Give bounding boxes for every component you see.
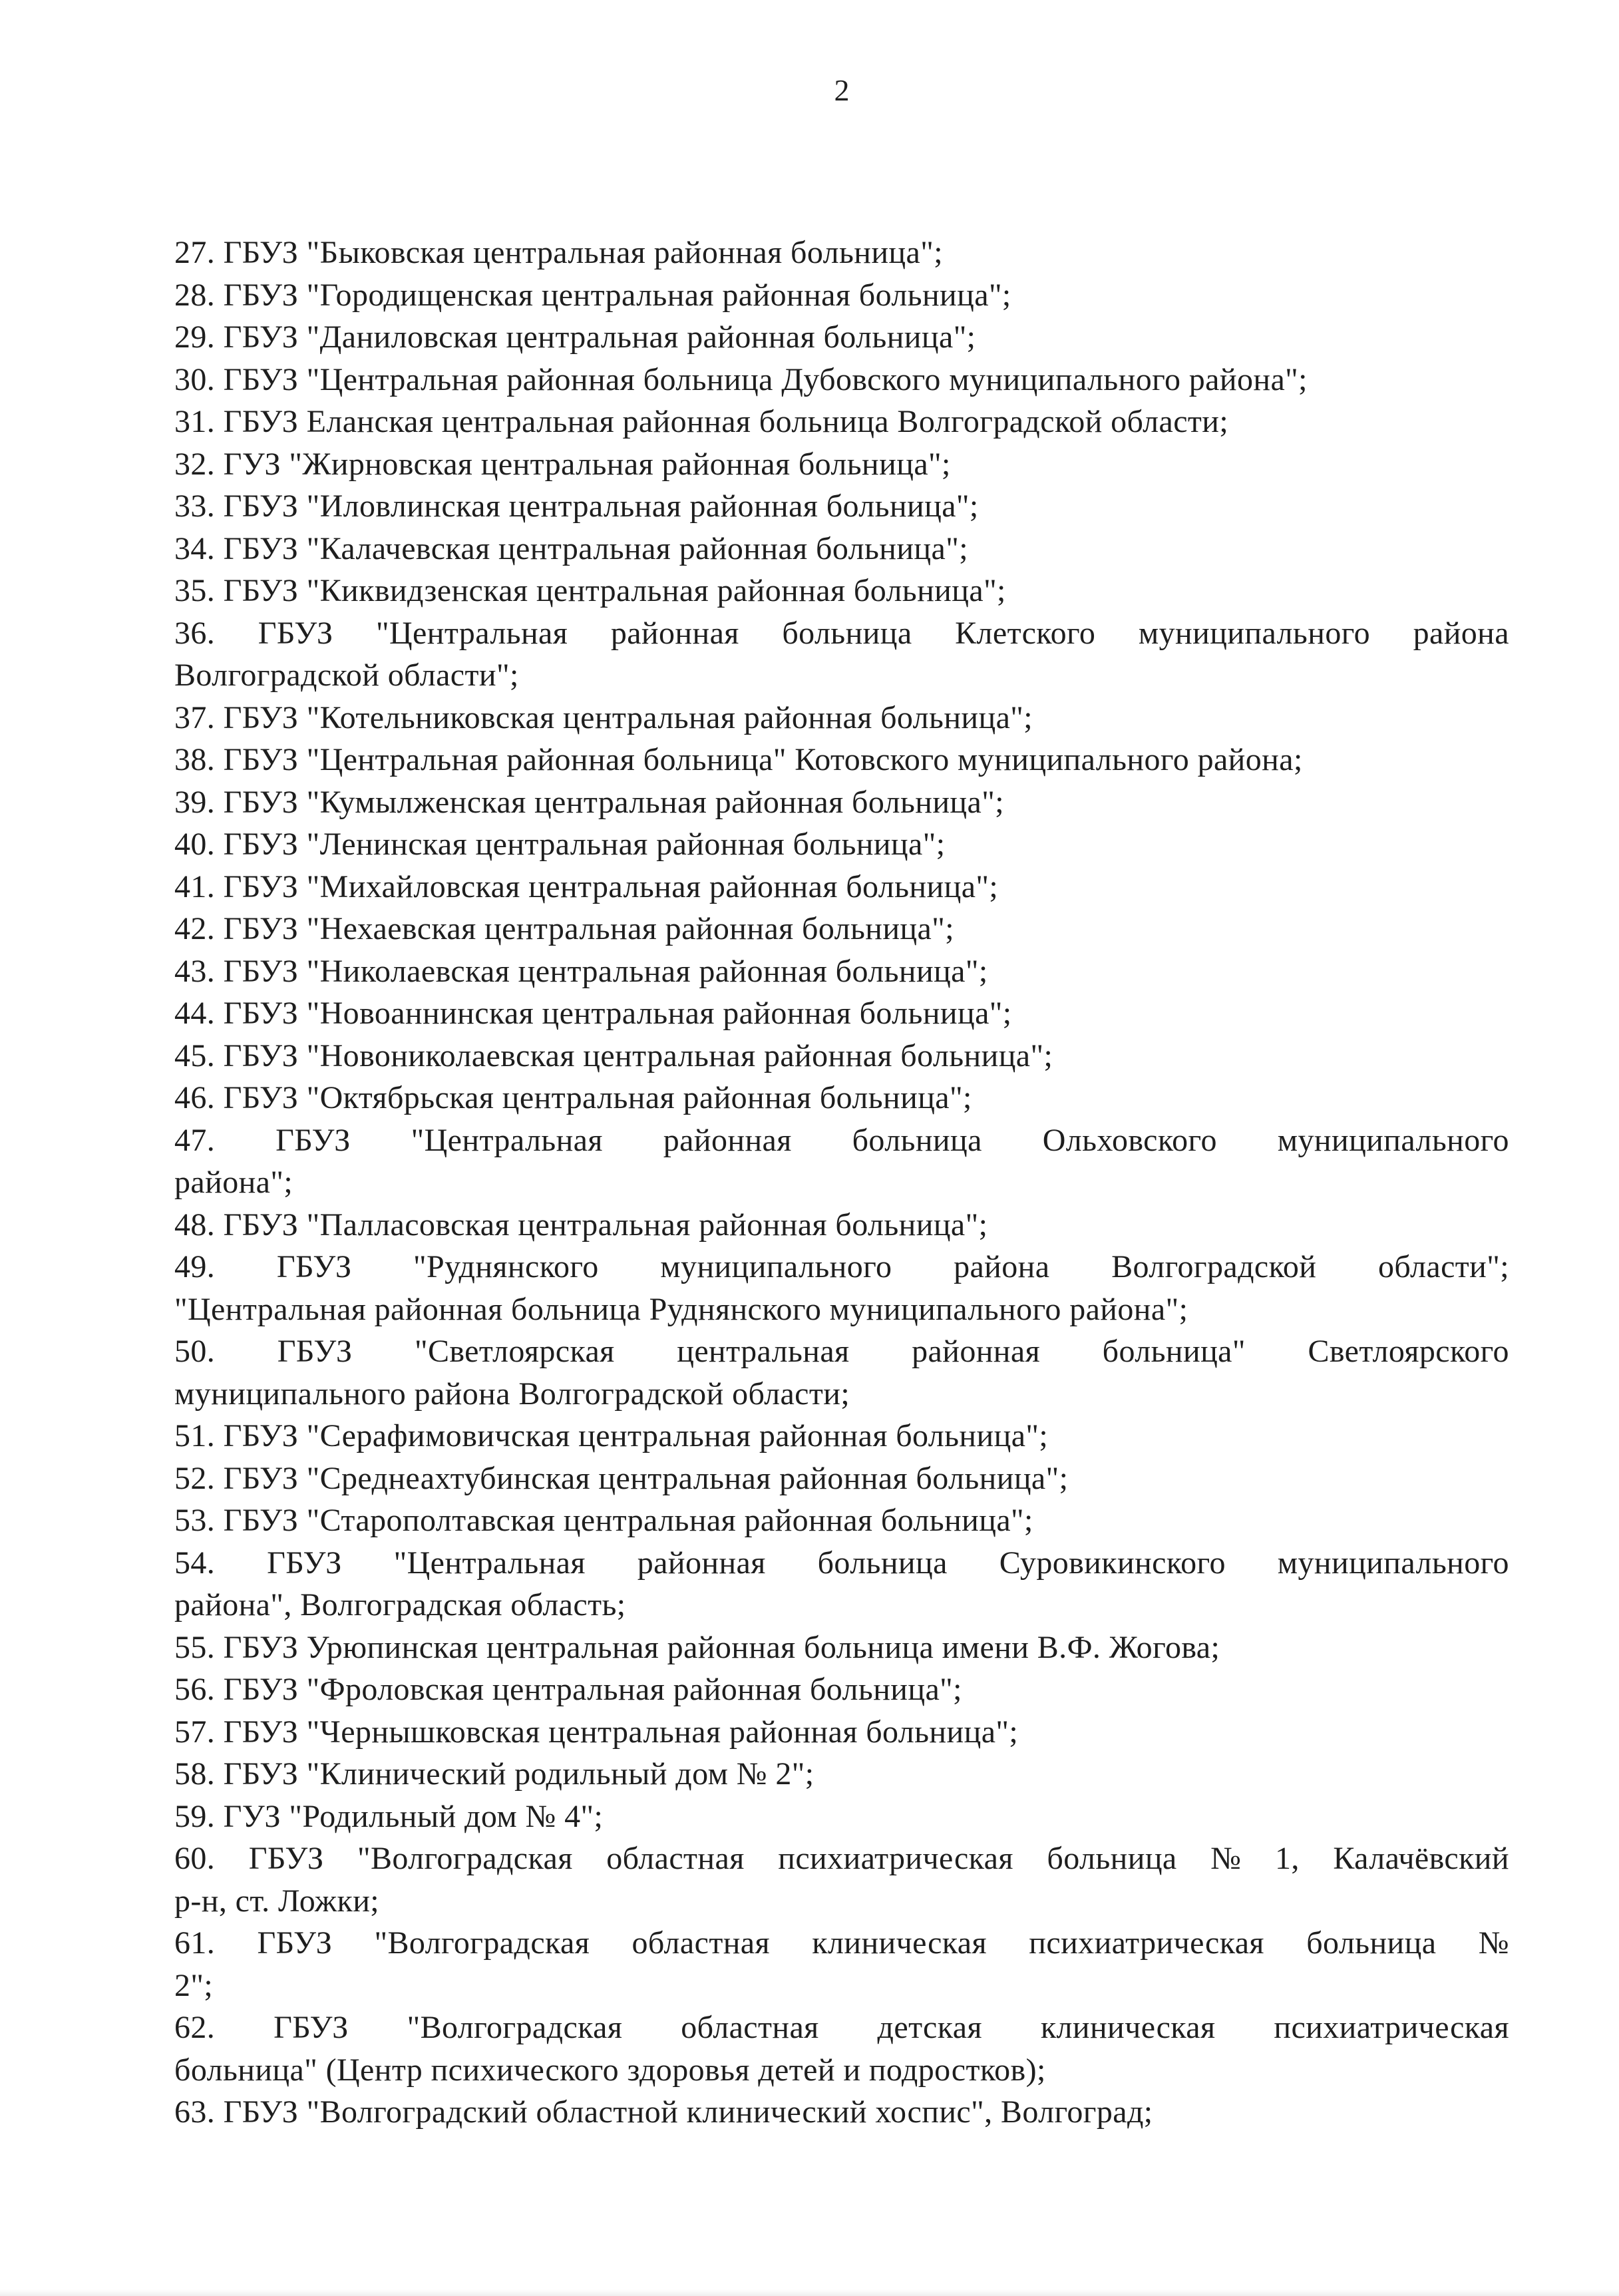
scan-edge-shadow: [0, 2289, 1619, 2296]
list-item-line: 54. ГБУЗ "Центральная районная больница Суровикинского муниципального: [174, 1545, 1509, 1581]
list-item-line: 27. ГБУЗ "Быковская центральная районная больница";: [174, 235, 943, 270]
list-item-line: 33. ГБУЗ "Иловлинская центральная районная больница";: [174, 488, 979, 524]
list-item-line: 44. ГБУЗ "Новоаннинская центральная районная больница";: [174, 996, 1012, 1031]
list-item-line: 53. ГБУЗ "Старополтавская центральная районная больница";: [174, 1503, 1033, 1538]
list-item-line: 56. ГБУЗ "Фроловская центральная районная больница";: [174, 1672, 962, 1707]
list-item-line: района";: [174, 1165, 293, 1200]
list-item-line: "Центральная районная больница Руднянского муниципального района";: [174, 1291, 1188, 1327]
list-item-line: больница" (Центр психического здоровья детей и подростков);: [174, 2052, 1046, 2088]
list-item-line: 55. ГБУЗ Урюпинская центральная районная больница имени В.Ф. Жогова;: [174, 1629, 1220, 1665]
list-item-line: 41. ГБУЗ "Михайловская центральная районная больница";: [174, 868, 999, 904]
list-item-line: 49. ГБУЗ "Руднянского муниципального района Волгоградской области";: [174, 1249, 1509, 1284]
list-item-line: 40. ГБУЗ "Ленинская центральная районная больница";: [174, 827, 946, 862]
list-item-line: 31. ГБУЗ Еланская центральная районная больница Волгоградской области;: [174, 404, 1229, 439]
list-item-line: 62. ГБУЗ "Волгоградская областная детская клиническая психиатрическая: [174, 2010, 1509, 2045]
list-item-line: 28. ГБУЗ "Городищенская центральная районная больница";: [174, 277, 1011, 313]
list-item-line: района", Волгоградская область;: [174, 1587, 626, 1623]
list-item-line: 47. ГБУЗ "Центральная районная больница Ольховского муниципального: [174, 1122, 1509, 1158]
list-item-line: 59. ГУЗ "Родильный дом № 4";: [174, 1798, 604, 1834]
list-item-line: 38. ГБУЗ "Центральная районная больница" Котовского муниципального района;: [174, 742, 1303, 777]
list-item-line: 32. ГУЗ "Жирновская центральная районная больница";: [174, 446, 951, 482]
list-item-line: Волгоградской области";: [174, 658, 519, 693]
list-item-line: 42. ГБУЗ "Нехаевская центральная районная больница";: [174, 911, 954, 946]
list-item-line: 43. ГБУЗ "Николаевская центральная районная больница";: [174, 953, 988, 989]
list-item-line: 30. ГБУЗ "Центральная районная больница Дубовского муниципального района";: [174, 361, 1308, 397]
list-item-line: 60. ГБУЗ "Волгоградская областная психиатрическая больница № 1, Калачёвский: [174, 1841, 1509, 1876]
list-item-line: 2";: [174, 1967, 214, 2003]
list-item-line: 57. ГБУЗ "Чернышковская центральная районная больница";: [174, 1714, 1019, 1750]
hospital-list: [174, 232, 1509, 2134]
list-item-line: 34. ГБУЗ "Калачевская центральная районная больница";: [174, 530, 968, 566]
page-number: 2: [834, 73, 850, 107]
list-item-line: 45. ГБУЗ "Новониколаевская центральная районная больница";: [174, 1038, 1053, 1073]
list-item-line: 29. ГБУЗ "Даниловская центральная районная больница";: [174, 319, 976, 355]
list-item-line: 48. ГБУЗ "Палласовская центральная районная больница";: [174, 1207, 988, 1243]
list-item-line: 51. ГБУЗ "Серафимовичская центральная районная больница";: [174, 1418, 1049, 1453]
list-item-line: р-н, ст. Ложки;: [174, 1883, 380, 1919]
list-item-line: 58. ГБУЗ "Клинический родильный дом № 2";: [174, 1756, 814, 1792]
list-item-line: муниципального района Волгоградской области;: [174, 1376, 850, 1412]
list-item-line: 37. ГБУЗ "Котельниковская центральная районная больница";: [174, 699, 1033, 735]
list-item-line: 35. ГБУЗ "Киквидзенская центральная районная больница";: [174, 573, 1006, 608]
list-item-line: 52. ГБУЗ "Среднеахтубинская центральная районная больница";: [174, 1460, 1069, 1496]
list-item-line: 50. ГБУЗ "Светлоярская центральная районная больница" Светлоярского: [174, 1334, 1509, 1369]
list-item-line: 39. ГБУЗ "Кумылженская центральная районная больница";: [174, 784, 1004, 820]
list-item-line: 46. ГБУЗ "Октябрьская центральная районная больница";: [174, 1080, 972, 1115]
list-item-line: 61. ГБУЗ "Волгоградская областная клиническая психиатрическая больница №: [174, 1925, 1509, 1961]
list-item-line: 63. ГБУЗ "Волгоградский областной клинический хоспис", Волгоград;: [174, 2094, 1153, 2130]
list-item-line: 36. ГБУЗ "Центральная районная больница Клетского муниципального района: [174, 615, 1509, 651]
